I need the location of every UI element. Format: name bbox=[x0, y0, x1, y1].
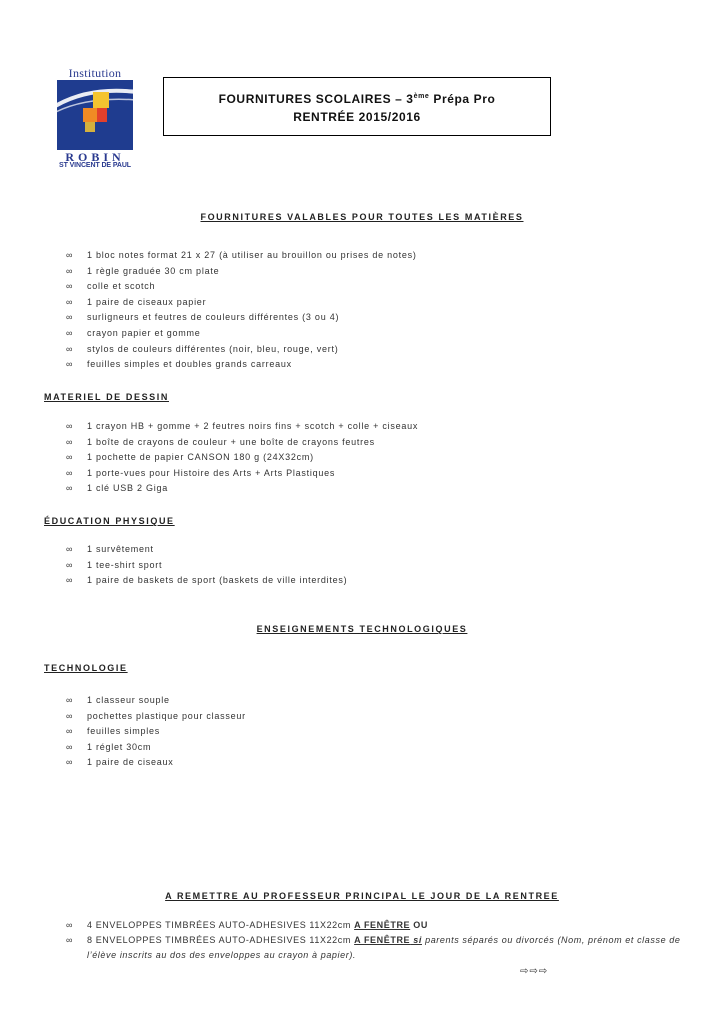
section-heading-general: FOURNITURES VALABLES POUR TOUTES LES MATIÈRES bbox=[200, 212, 524, 222]
list-general bbox=[66, 248, 417, 373]
list-item-text: 1 tee-shirt sport bbox=[87, 559, 163, 570]
bullet-icon: ∞ bbox=[66, 695, 74, 705]
list-item bbox=[66, 755, 246, 771]
bullet-icon: ∞ bbox=[66, 544, 74, 554]
list-item bbox=[66, 466, 418, 482]
list-item-text: 1 pochette de papier CANSON 180 g (24X32cm) bbox=[87, 452, 314, 463]
list-item bbox=[66, 573, 347, 589]
bullet-icon: ∞ bbox=[66, 741, 74, 752]
bullet-icon: ∞ bbox=[66, 726, 74, 737]
list-item bbox=[66, 709, 246, 725]
logo-name: ROBIN bbox=[65, 150, 125, 164]
list-item bbox=[66, 279, 417, 295]
bullet-icon: ∞ bbox=[66, 920, 74, 930]
list-item-text: colle et scotch bbox=[87, 281, 156, 292]
list-item-text: feuilles simples bbox=[87, 726, 161, 737]
title-line-2: RENTRÉE 2015/2016 bbox=[293, 110, 421, 124]
bullet-icon: ∞ bbox=[66, 935, 74, 945]
bullet-icon: ∞ bbox=[66, 265, 74, 276]
list-item bbox=[66, 542, 347, 558]
list-item bbox=[66, 450, 418, 466]
list-item bbox=[66, 724, 246, 740]
logo-emblem bbox=[57, 80, 133, 150]
list-item: ∞ 4 ENVELOPPES TIMBRÉES AUTO-ADHESIVES 11X22cm A FENÊTRE OU bbox=[66, 918, 686, 933]
bullet-icon: ∞ bbox=[66, 250, 74, 260]
school-logo bbox=[55, 66, 163, 174]
list-item bbox=[66, 248, 417, 264]
list-item bbox=[66, 481, 418, 497]
section-heading-dessin: MATERIEL DE DESSIN bbox=[44, 392, 169, 402]
list-item-text: 1 clé USB 2 Giga bbox=[87, 483, 169, 494]
bullet-icon: ∞ bbox=[66, 757, 74, 768]
document-title-box bbox=[163, 77, 551, 136]
list-item bbox=[66, 693, 246, 709]
logo-emblem-graphic bbox=[57, 80, 133, 150]
bullet-icon: ∞ bbox=[66, 436, 74, 447]
list-eps bbox=[66, 542, 347, 589]
bullet-icon: ∞ bbox=[66, 710, 74, 721]
list-item bbox=[66, 435, 418, 451]
bullet-icon: ∞ bbox=[66, 467, 74, 478]
list-item-text: stylos de couleurs différentes (noir, bleu, rouge, vert) bbox=[87, 343, 339, 354]
section-heading-techno: ENSEIGNEMENTS TECHNOLOGIQUES bbox=[256, 624, 468, 634]
list-item-text: 1 crayon HB + gomme + 2 feutres noirs fins + scotch + colle + ciseaux bbox=[87, 421, 419, 431]
list-item-text: 1 paire de ciseaux papier bbox=[87, 296, 207, 307]
list-item-text: feuilles simples et doubles grands carreaux bbox=[87, 359, 292, 370]
list-item: ∞ 8 ENVELOPPES TIMBRÉES AUTO-ADHESIVES 11X22cm A FENÊTRE si parents séparés ou divorcés (Nom, prénom et classe de l’élève inscrits au dos des enveloppes au crayon à papier). bbox=[66, 935, 681, 960]
continue-arrows-icon: ⇨⇨⇨ bbox=[520, 966, 549, 977]
list-item bbox=[66, 419, 418, 435]
list-item bbox=[66, 310, 417, 326]
list-item bbox=[66, 295, 417, 311]
list-item-text: 1 paire de baskets de sport (baskets de ville interdites) bbox=[87, 575, 348, 586]
list-item bbox=[66, 326, 417, 342]
list-item bbox=[66, 342, 417, 358]
list-item-text: 1 classeur souple bbox=[87, 695, 170, 705]
section-heading-remettre: A REMETTRE AU PROFESSEUR PRINCIPAL LE JOUR DE LA RENTREE bbox=[165, 891, 559, 901]
list-item bbox=[66, 740, 246, 756]
bullet-icon: ∞ bbox=[66, 327, 74, 338]
list-remettre bbox=[66, 918, 686, 963]
logo-subtitle: ST VINCENT DE PAUL bbox=[59, 162, 131, 169]
logo-institution-text: Institution bbox=[68, 66, 122, 80]
list-dessin bbox=[66, 419, 418, 497]
list-technologie bbox=[66, 693, 246, 771]
bullet-icon: ∞ bbox=[66, 359, 74, 370]
list-item-text: crayon papier et gomme bbox=[87, 327, 201, 338]
list-item-text: 1 survêtement bbox=[87, 544, 154, 554]
bullet-icon: ∞ bbox=[66, 343, 74, 354]
bullet-icon: ∞ bbox=[66, 296, 74, 307]
section-heading-eps: ÉDUCATION PHYSIQUE bbox=[44, 516, 175, 526]
bullet-icon: ∞ bbox=[66, 575, 74, 586]
list-item-text: 1 porte-vues pour Histoire des Arts + Arts Plastiques bbox=[87, 467, 336, 478]
list-item-text: 1 règle graduée 30 cm plate bbox=[87, 265, 220, 276]
bullet-icon: ∞ bbox=[66, 483, 74, 494]
bullet-icon: ∞ bbox=[66, 281, 74, 292]
list-item-text: 1 paire de ciseaux bbox=[87, 757, 174, 768]
list-item-text: 1 bloc notes format 21 x 27 (à utiliser au brouillon ou prises de notes) bbox=[87, 250, 417, 260]
list-item-text: 1 boîte de crayons de couleur + une boîte de crayons feutres bbox=[87, 436, 375, 447]
list-item-text: surligneurs et feutres de couleurs différentes (3 ou 4) bbox=[87, 312, 340, 323]
bullet-icon: ∞ bbox=[66, 452, 74, 463]
list-item-text: 1 réglet 30cm bbox=[87, 741, 152, 752]
title-line-1: FOURNITURES SCOLAIRES – 3ème Prépa Pro bbox=[218, 92, 496, 106]
list-item bbox=[66, 558, 347, 574]
list-item-text: pochettes plastique pour classeur bbox=[87, 710, 246, 721]
list-item bbox=[66, 357, 417, 373]
bullet-icon: ∞ bbox=[66, 559, 74, 570]
section-heading-technologie: TECHNOLOGIE bbox=[44, 663, 128, 673]
bullet-icon: ∞ bbox=[66, 421, 74, 431]
bullet-icon: ∞ bbox=[66, 312, 74, 323]
list-item bbox=[66, 264, 417, 280]
